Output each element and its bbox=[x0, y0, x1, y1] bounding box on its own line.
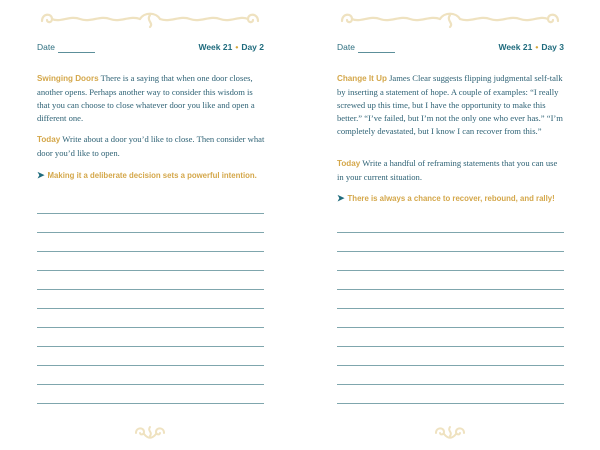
separator-dot: • bbox=[235, 42, 239, 52]
scroll-flourish-icon bbox=[36, 9, 264, 29]
today-label: Today bbox=[37, 135, 61, 144]
writing-line[interactable] bbox=[37, 403, 264, 404]
flourish-icon bbox=[432, 423, 468, 441]
week-label: Week 21 bbox=[498, 42, 533, 52]
today-prompt bbox=[337, 157, 565, 184]
today-text: Write about a door you’d like to close. Then consider what door you’d like to open. bbox=[37, 134, 265, 158]
writing-line[interactable] bbox=[337, 384, 564, 385]
writing-line[interactable] bbox=[37, 327, 264, 328]
entry-keyword: Swinging Doors bbox=[37, 74, 99, 83]
takeaway-note bbox=[337, 193, 565, 205]
flourish-icon bbox=[132, 423, 168, 441]
writing-line[interactable] bbox=[337, 289, 564, 290]
writing-line[interactable] bbox=[37, 384, 264, 385]
entry-text: James Clear suggests flipping judgmental self-talk by inserting a statement of hope. A couple of examples: “I really screwed up this time, but I have the opportunity to make this better.” “I’ve failed, but I’m not the only one who ever has.” “I’m completely devastated, but I know I can recover from this.” bbox=[337, 73, 563, 136]
writing-line[interactable] bbox=[337, 365, 564, 366]
page-header bbox=[37, 42, 264, 56]
date-field[interactable] bbox=[58, 52, 95, 53]
day-label: Day 3 bbox=[541, 42, 564, 52]
takeaway-text: Making it a deliberate decision sets a powerful intention. bbox=[47, 171, 257, 180]
today-label: Today bbox=[337, 159, 361, 168]
writing-line[interactable] bbox=[337, 327, 564, 328]
week-label: Week 21 bbox=[198, 42, 233, 52]
writing-line[interactable] bbox=[37, 308, 264, 309]
writing-line[interactable] bbox=[337, 232, 564, 233]
entry-keyword: Change It Up bbox=[337, 74, 387, 83]
writing-line[interactable] bbox=[37, 251, 264, 252]
takeaway-note bbox=[37, 170, 265, 182]
entry-text: There is a saying that when one door closes, another opens. Perhaps another way to consider this wisdom is that you can choose to close whatever door you like and open a different one. bbox=[37, 73, 255, 123]
week-day-label bbox=[198, 42, 264, 52]
writing-line[interactable] bbox=[37, 213, 264, 214]
date-label: Date bbox=[337, 42, 355, 52]
today-text: Write a handful of reframing statements that you can use in your current situation. bbox=[337, 158, 558, 182]
page-header bbox=[337, 42, 564, 56]
writing-line[interactable] bbox=[37, 346, 264, 347]
writing-line[interactable] bbox=[37, 365, 264, 366]
scroll-flourish-icon bbox=[336, 9, 564, 29]
writing-line[interactable] bbox=[337, 346, 564, 347]
arrow-right-icon: ➤ bbox=[337, 193, 345, 203]
right-page bbox=[300, 0, 600, 450]
entry-paragraph bbox=[37, 72, 265, 125]
day-label: Day 2 bbox=[241, 42, 264, 52]
writing-line[interactable] bbox=[337, 308, 564, 309]
arrow-right-icon: ➤ bbox=[37, 170, 45, 180]
writing-line[interactable] bbox=[37, 232, 264, 233]
date-field[interactable] bbox=[358, 52, 395, 53]
writing-line[interactable] bbox=[337, 403, 564, 404]
writing-line[interactable] bbox=[37, 289, 264, 290]
writing-line[interactable] bbox=[337, 270, 564, 271]
week-day-label bbox=[498, 42, 564, 52]
date-label: Date bbox=[37, 42, 55, 52]
writing-line[interactable] bbox=[337, 251, 564, 252]
entry-paragraph bbox=[337, 72, 565, 138]
takeaway-text: There is always a chance to recover, rebound, and rally! bbox=[347, 194, 555, 203]
writing-line[interactable] bbox=[37, 270, 264, 271]
today-prompt bbox=[37, 133, 265, 160]
separator-dot: • bbox=[535, 42, 539, 52]
